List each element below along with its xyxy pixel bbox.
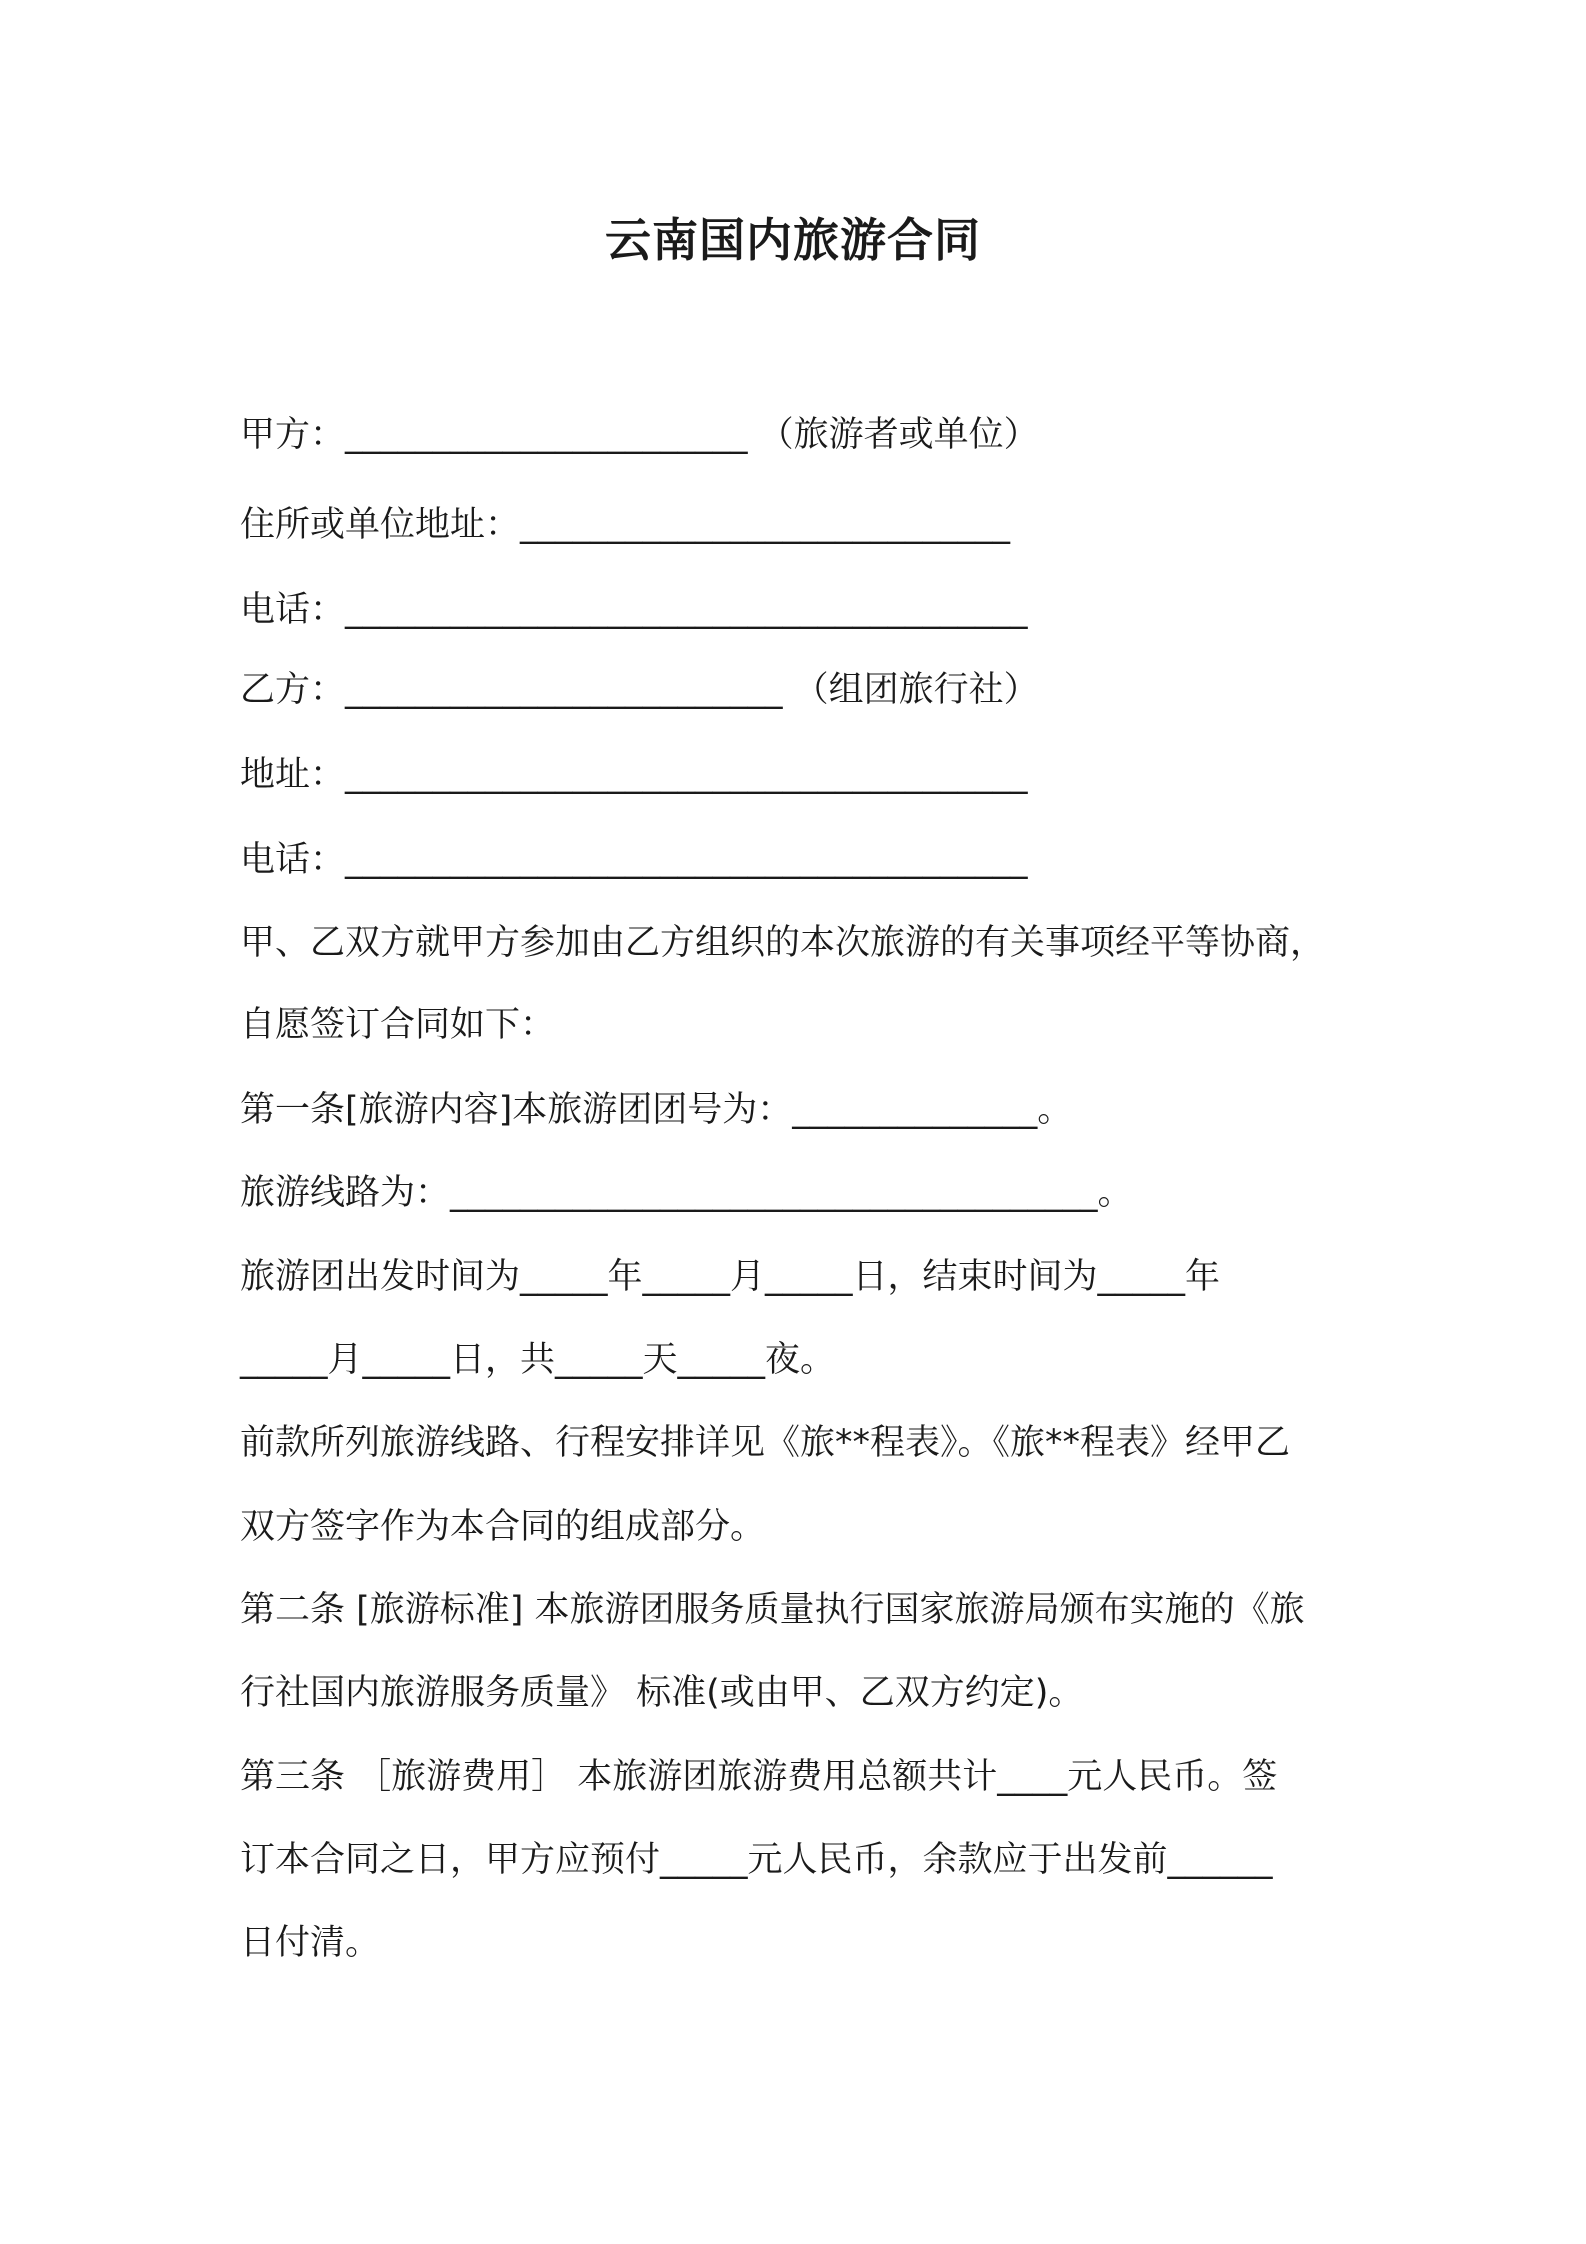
article-1-route-line: 旅游线路为：_____________________________________。 — [240, 1173, 1133, 1213]
party-b-line: 乙方：_________________________ （组团旅行社） — [240, 670, 1039, 710]
article-3-line-1: 第三条 ［旅游费用］ 本旅游团旅游费用总额共计____元人民币。签 — [240, 1757, 1278, 1797]
article-1-dates-line-2: _____月_____日，共_____天_____夜。 — [240, 1340, 836, 1380]
document-title: 云南国内旅游合同 — [605, 213, 981, 267]
article-1-itinerary-line-2: 双方签字作为本合同的组成部分。 — [240, 1507, 766, 1547]
party-a-line: 甲方：_______________________ （旅游者或单位） — [240, 415, 1039, 455]
article-1-line-1: 第一条[旅游内容]本旅游团团号为：______________。 — [240, 1090, 1073, 1130]
party-b-address-line: 地址：_______________________________________ — [240, 755, 1028, 795]
article-3-line-3: 日付清。 — [240, 1923, 381, 1963]
article-2-line-2: 行社国内旅游服务质量》 标准(或由甲、乙双方约定)。 — [240, 1673, 1084, 1713]
article-2-line-1: 第二条 [旅游标准] 本旅游团服务质量执行国家旅游局颁布实施的《旅 — [240, 1590, 1305, 1630]
preamble-line-2: 自愿签订合同如下： — [240, 1005, 556, 1045]
article-3-line-2: 订本合同之日，甲方应预付_____元人民币，余款应于出发前______ — [240, 1840, 1273, 1880]
article-1-itinerary-line-1: 前款所列旅游线路、行程安排详见《旅**程表》。《旅**程表》经甲乙 — [240, 1423, 1291, 1463]
article-1-dates-line-1: 旅游团出发时间为_____年_____月_____日，结束时间为_____年 — [240, 1257, 1221, 1297]
preamble-line-1: 甲、乙双方就甲方参加由乙方组织的本次旅游的有关事项经平等协商， — [240, 923, 1326, 963]
party-b-phone-line: 电话：_______________________________________ — [240, 840, 1028, 880]
party-a-address-line: 住所或单位地址：____________________________ — [240, 505, 1011, 545]
party-a-phone-line: 电话：_______________________________________ — [240, 590, 1028, 630]
